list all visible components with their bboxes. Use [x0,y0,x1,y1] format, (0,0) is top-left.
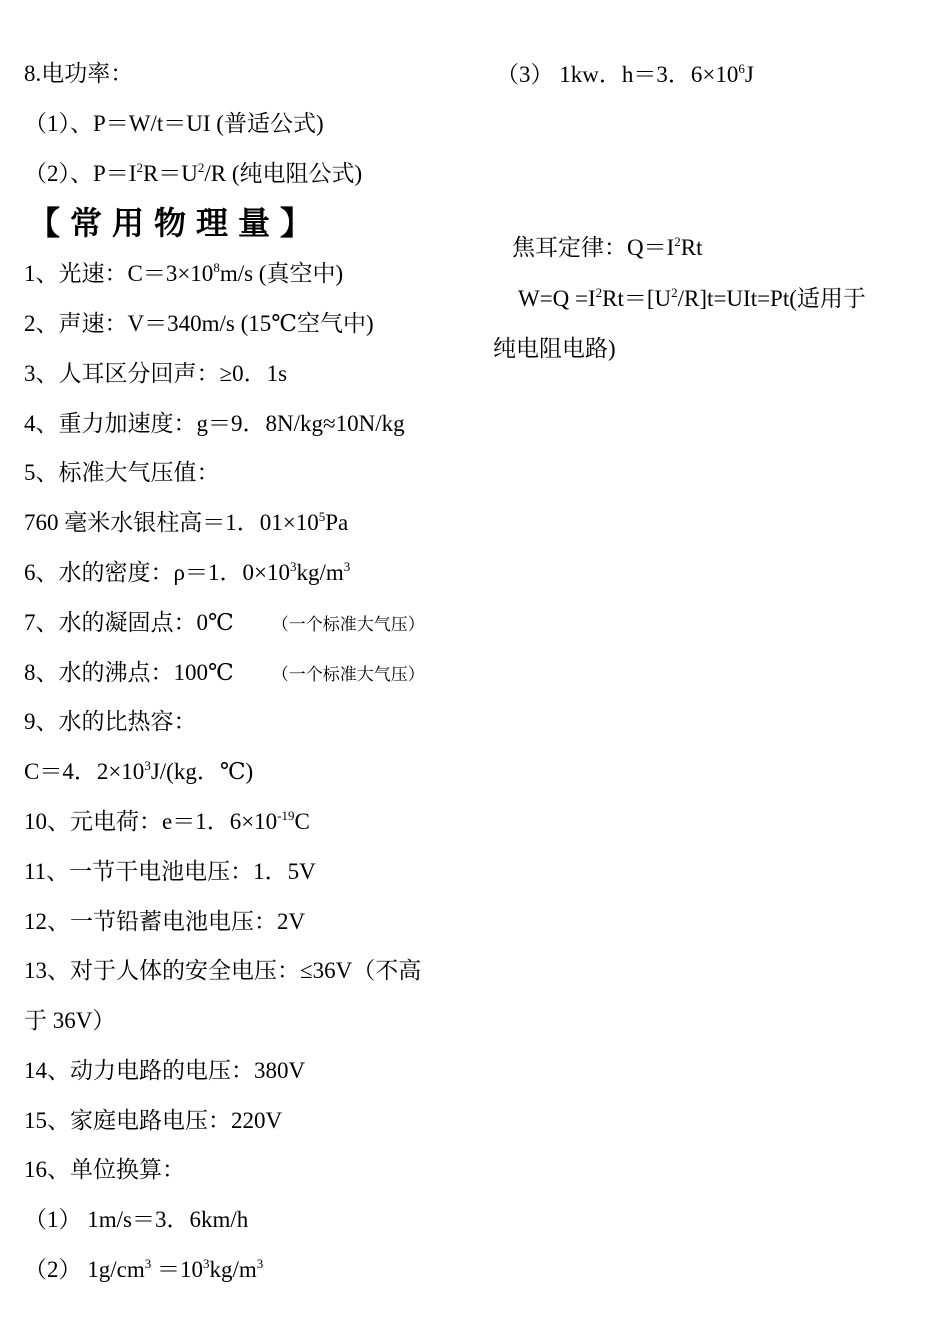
item-lead-acid-voltage: 12、一节铅蓄电池电压：2V [24,909,306,934]
power-formula-general: （1）、P＝W/t＝UI (普适公式) [24,111,324,136]
conversion-density: （2） $1g/cm^3 =10^3kg/m^3$ [24,1256,264,1282]
conversion-speed: （1） 1m/s＝3．6km/h [24,1207,249,1232]
item-specific-heat-value: C＝4．$2\times 10^3J/(kg$．℃) [24,758,254,784]
note-standard-atmosphere: （一个标准大气压） [271,615,425,634]
conversion-energy: （3） 1kw．h＝3．$6\times 10^6J$ [496,61,754,87]
item-water-density: 6、水的密度：ρ＝1．$0\times 10^3kg/m^3$ [24,559,351,585]
item-atmospheric-pressure-value: 760 毫米水银柱高＝1．$01\times 10^5Pa$ [24,509,349,535]
item-power-circuit-voltage: 14、动力电路的电压：380V [24,1058,306,1083]
work-heat-formula: $W=Q =I^2Rt=[U^2/R]t=UIt=Pt$(适用于 [518,285,866,311]
item-specific-heat: 9、水的比热容： [24,709,197,734]
item-atmospheric-pressure: 5、标准大气压值： [24,460,220,485]
item-household-voltage: 15、家庭电路电压：220V [24,1108,283,1133]
item-unit-conversion: 16、单位换算： [24,1157,185,1182]
item-gravity: 4、重力加速度：g＝9．8N/kg≈10N/kg [24,411,405,436]
power-formula-resistive: （2）、$P=I^2R=U^2/R$ (纯电阻公式) [24,160,363,186]
item-safe-voltage-cont: 于 36V） [24,1008,116,1033]
item-safe-voltage: 13、对于人体的安全电压：≤36V（不高 [24,958,422,983]
item-water-freezing: 7、水的凝固点：0℃ （一个标准大气压） [24,610,425,635]
section-8-title: 8.电功率： [24,61,134,86]
item-speed-of-light: 1、光速：$C=3\times 10^8m/s$ (真空中) [24,260,344,286]
item-speed-of-sound: 2、声速：V＝340m/s (15℃空气中) [24,311,374,336]
common-quantities-heading: 【常用物理量】 [28,204,323,242]
joule-law: 焦耳定律：$Q=I^2Rt$ [512,234,703,260]
item-echo: 3、人耳区分回声：≥0．1s [24,361,288,386]
item-dry-cell-voltage: 11、一节干电池电压：1．5V [24,859,316,884]
work-heat-formula-cont: 纯电阻电路) [493,336,616,361]
item-elementary-charge: 10、元电荷：e＝1．$6\times 10^{-19}C$ [24,808,310,834]
note-standard-atmosphere: （一个标准大气压） [271,665,425,684]
item-water-boiling: 8、水的沸点：100℃ （一个标准大气压） [24,660,425,685]
